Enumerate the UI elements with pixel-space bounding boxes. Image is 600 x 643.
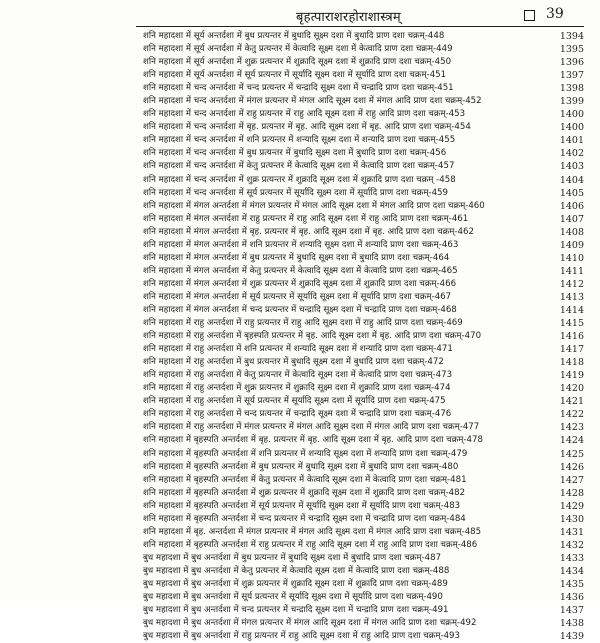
square-ornament-icon [524, 10, 535, 21]
entry-page-number: 1399 [559, 96, 584, 108]
contents-entry [0, 382, 600, 395]
entry-title: शनि महादशा में चन्द अन्तर्दशा में केतु प्रत्यन्तर में केत्वादि सूक्ष्म दशा में केत्वादि प्राण दशा चक्रम्-457 [143, 161, 455, 172]
contents-entry [0, 69, 600, 82]
entry-page-number: 1420 [559, 383, 584, 395]
entry-title: शनि महादशा में चन्द अन्तर्दशा में बृह. प्रत्यन्तर में बृह. आदि सूक्ष्म दशा में बृह. आदि प्राण दशा चक्रम्-454 [143, 122, 471, 133]
contents-entry [0, 200, 600, 213]
contents-entry [0, 252, 600, 265]
entry-title: शनि महादशा में मंगल अन्तर्दशा में बृह. प्रत्यन्तर में बृह. आदि सूक्ष्म दशा में बृह. आदि प्राण दशा चक्रम्-462 [143, 226, 474, 237]
entry-page-number: 1430 [559, 513, 584, 525]
page-number: 39 [546, 6, 564, 22]
contents-entry [0, 213, 600, 226]
contents-entry [0, 304, 600, 317]
contents-entry [0, 513, 600, 526]
entry-title: शनि महादशा में चन्द अन्तर्दशा में शनि प्रत्यन्तर में शन्यादि सूक्ष्म दशा में शन्यादि प्राण दशा चक्रम्-455 [143, 135, 456, 146]
entry-page-number: 1423 [559, 422, 584, 434]
contents-entry [0, 552, 600, 565]
contents-entry [0, 500, 600, 513]
contents-entry [0, 565, 600, 578]
entry-page-number: 1432 [559, 539, 584, 551]
running-title: बृहत्पाराशरहोराशास्त्रम् [296, 10, 401, 25]
contents-entry [0, 434, 600, 447]
contents-entry [0, 134, 600, 147]
entry-title: शनि महादशा में बृहस्पति अन्तर्दशा में सूर्य प्रत्यन्तर में सूर्यादि सूक्ष्म दशा में सूर्यादि प्राण दशा चक्रम्-483 [143, 500, 461, 511]
entry-page-number: 1419 [559, 370, 584, 382]
entry-title: बुध महादशा में बुध अन्तर्दशा में केतु प्रत्यन्तर में केत्वादि सूक्ष्म दशा में केत्वादि प्राण दशा चक्रम्-488 [143, 565, 450, 576]
entry-page-number: 1405 [559, 187, 584, 199]
entry-page-number: 1424 [559, 435, 584, 447]
entry-title: शनि महादशा में मंगल अन्तर्दशा में शनि प्रत्यन्तर में शन्यादि सूक्ष्म दशा में शन्यादि प्राण दशा चक्रम्-463 [143, 239, 459, 250]
contents-entry [0, 395, 600, 408]
contents-entry [0, 30, 600, 43]
entry-title: बुध महादशा में बुध अन्तर्दशा में मंगल प्रत्यन्तर में मंगल आदि सूक्ष्म दशा में मंगल आदि प्राण दशा चक्रम्-492 [143, 618, 477, 629]
entry-title: शनि महादशा में राहु अन्तर्दशा में सूर्य प्रत्यन्तर में सूर्यादि सूक्ष्म दशा में सूर्यादि प्राण दशा चक्रम्-475 [143, 396, 446, 407]
entry-page-number: 1408 [559, 226, 584, 238]
contents-entry [0, 461, 600, 474]
contents-entry [0, 487, 600, 500]
contents-entry [0, 291, 600, 304]
entry-page-number: 1407 [559, 213, 584, 225]
entry-page-number: 1401 [559, 135, 584, 147]
contents-entry [0, 369, 600, 382]
entry-page-number: 1413 [559, 291, 584, 303]
entry-page-number: 1406 [559, 200, 584, 212]
contents-entry [0, 630, 600, 643]
entry-title: शनि महादशा में मंगल अन्तर्दशा में राहु प्रत्यन्तर में राहु आदि सूक्ष्म दशा में राहु आदि प्राण दशा चक्रम्-461 [143, 213, 469, 224]
contents-entry [0, 526, 600, 539]
contents-entry [0, 56, 600, 69]
entry-title: शनि महादशा में राहु अन्तर्दशा में चन्द प्रत्यन्तर में चन्द्रादि सूक्ष्म दशा में चन्द्रादि प्राण दशा चक्रम्-476 [143, 409, 452, 420]
entry-title: शनि महादशा में बृह. अन्तर्दशा में मंगल प्रत्यन्तर में मंगल आदि सूक्ष्म दशा में मंगल आदि प्राण दशा चक्रम्-485 [143, 526, 482, 537]
entry-title: शनि महादशा में चन्द अन्तर्दशा में राहु प्रत्यन्तर में राहु आदि सूक्ष्म दशा में राहु आदि प्राण दशा चक्रम्-453 [143, 109, 466, 120]
entry-title: शनि महादशा में मंगल अन्तर्दशा में मंगल प्रत्यन्तर में मंगल आदि सूक्ष्म दशा में मंगल आदि प्राण दशा चक्रम्-460 [143, 200, 485, 211]
entry-page-number: 1395 [559, 44, 584, 56]
entry-page-number: 1431 [559, 526, 584, 538]
contents-entry [0, 239, 600, 252]
contents-entry [0, 617, 600, 630]
entry-page-number: 1400 [559, 109, 584, 121]
entry-title: शनि महादशा में बृहस्पति अन्तर्दशा में बुध प्रत्यन्तर में बुधादि सूक्ष्म दशा में बुधादि प्राण दशा चक्रम्-480 [143, 461, 459, 472]
entry-page-number: 1426 [559, 461, 584, 473]
entry-page-number: 1416 [559, 331, 584, 343]
entry-page-number: 1417 [559, 344, 584, 356]
entry-title: शनि महादशा में चन्द अन्तर्दशा में चन्द प्रत्यन्तर में चन्द्रादि सूक्ष्म दशा में चन्द्रादि प्राण दशा चक्रम्-451 [143, 83, 454, 94]
contents-entry [0, 343, 600, 356]
entry-title: शनि महादशा में राहु अन्तर्दशा में शुक्र प्रत्यन्तर में शुक्रादि सूक्ष्म दशा में शुक्रादि प्राण दशा चक्रम्-474 [143, 383, 451, 394]
entry-title: शनि महादशा में राहु अन्तर्दशा में मंगल प्रत्यन्तर में मंगल आदि सूक्ष्म दशा में मंगल आदि प्राण दशा चक्रम्-477 [143, 422, 480, 433]
entry-title: शनि महादशा में सूर्य अन्तर्दशा में शुक्र प्रत्यन्तर में शुक्रादि सूक्ष्म दशा में शुक्रादि प्राण दशा चक्रम्-450 [143, 57, 452, 68]
entry-title: बुध महादशा में बुध अन्तर्दशा में बुध प्रत्यन्तर में बुधादि सूक्ष्म दशा में बुधादि प्राण दशा चक्रम्-487 [143, 552, 442, 563]
entry-title: बुध महादशा में बुध अन्तर्दशा में सूर्य प्रत्यन्तर में सूर्यादि सूक्ष्म दशा में सूर्यादि प्राण दशा चक्रम्-490 [143, 592, 443, 603]
entry-page-number: 1438 [559, 618, 584, 630]
contents-entry [0, 578, 600, 591]
contents-entry [0, 82, 600, 95]
contents-entry [0, 160, 600, 173]
entry-page-number: 1418 [559, 357, 584, 369]
contents-entry [0, 474, 600, 487]
contents-entry [0, 317, 600, 330]
contents-entry [0, 421, 600, 434]
entry-title: शनि महादशा में चन्द अन्तर्दशा में शुक्र प्रत्यन्तर में शुक्रादि सूक्ष्म दशा में शुक्रादि प्राण दशा चक्रम् -458 [143, 174, 456, 185]
entry-title: शनि महादशा में राहु अन्तर्दशा में राहु प्रत्यन्तर में राहु आदि सूक्ष्म दशा में राहु आदि प्राण दशा चक्रम्-469 [143, 318, 463, 329]
entry-page-number: 1414 [559, 304, 584, 316]
entry-page-number: 1404 [559, 174, 584, 186]
contents-entry [0, 174, 600, 187]
entry-title: शनि महादशा में बृहस्पति अन्तर्दशा में राहु प्रत्यन्तर में राहु आदि सूक्ष्म दशा में राहु आदि प्राण दशा चक्रम्-486 [143, 539, 478, 550]
contents-entry [0, 604, 600, 617]
entry-page-number: 1403 [559, 161, 584, 173]
entry-page-number: 1415 [559, 318, 584, 330]
contents-entry [0, 108, 600, 121]
contents-entry [0, 408, 600, 421]
contents-entry [0, 591, 600, 604]
entry-page-number: 1427 [559, 474, 584, 486]
contents-entry [0, 448, 600, 461]
entry-title: शनि महादशा में बृहस्पति अन्तर्दशा में बृह. प्रत्यन्तर में बृह. आदि सूक्ष्म दशा में बृह. आदि प्राण दशा चक्रम्-478 [143, 435, 483, 446]
entry-page-number: 1434 [559, 565, 584, 577]
page-header [0, 4, 600, 24]
entry-title: बुध महादशा में बुध अन्तर्दशा में शुक्र प्रत्यन्तर में शुक्रादि सूक्ष्म दशा में शुक्रादि प्राण दशा चक्रम्-489 [143, 578, 448, 589]
entry-title: बुध महादशा में बुध अन्तर्दशा में राहु प्रत्यन्तर में राहु आदि सूक्ष्म दशा में राहु आदि प्राण दशा चक्रम्-493 [143, 631, 460, 642]
entry-page-number: 1425 [559, 448, 584, 460]
entry-page-number: 1428 [559, 487, 584, 499]
entry-page-number: 1410 [559, 252, 584, 264]
entry-title: शनि महादशा में बृहस्पति अन्तर्दशा में चन्द प्रत्यन्तर में चन्द्रादि सूक्ष्म दशा में चन्द्रादि प्राण दशा चक्रम्-484 [143, 513, 466, 524]
entry-page-number: 1422 [559, 409, 584, 421]
entry-page-number: 1439 [559, 631, 584, 643]
contents-entry [0, 187, 600, 200]
entry-title: शनि महादशा में मंगल अन्तर्दशा में चन्द प्रत्यन्तर में चन्द्रादि सूक्ष्म दशा में चन्द्रादि प्राण दशा चक्रम्-468 [143, 304, 457, 315]
contents-entry [0, 265, 600, 278]
contents-entry [0, 43, 600, 56]
entry-page-number: 1398 [559, 83, 584, 95]
entry-title: शनि महादशा में सूर्य अन्तर्दशा में केतु प्रत्यन्तर में केत्वादि सूक्ष्म दशा में केत्वादि प्राण दशा चक्रम्-449 [143, 44, 453, 55]
entry-page-number: 1435 [559, 578, 584, 590]
contents-entry [0, 226, 600, 239]
entry-title: शनि महादशा में बृहस्पति अन्तर्दशा में केतु प्रत्यन्तर में केत्वादि सूक्ष्म दशा में केत्वादि प्राण दशा चक्रम्-481 [143, 474, 467, 485]
contents-entry [0, 121, 600, 134]
header-rule [136, 26, 584, 27]
entry-title: शनि महादशा में मंगल अन्तर्दशा में सूर्य प्रत्यन्तर में सूर्यादि सूक्ष्म दशा में सूर्यादि प्राण दशा चक्रम्-467 [143, 291, 452, 302]
entry-title: बुध महादशा में बुध अन्तर्दशा में चन्द प्रत्यन्तर में चन्द्रादि सूक्ष्म दशा में चन्द्रादि प्राण दशा चक्रम्-491 [143, 605, 449, 616]
entry-title: शनि महादशा में मंगल अन्तर्दशा में शुक्र प्रत्यन्तर में शुक्रादि सूक्ष्म दशा में शुक्रादि प्राण दशा चक्रम्-466 [143, 278, 457, 289]
entry-title: शनि महादशा में सूर्य अन्तर्दशा में बुध प्रत्यन्तर में बुधादि सूक्ष्म दशा में बुधादि प्राण दशा चक्रम्-448 [143, 31, 445, 41]
entry-title: शनि महादशा में चन्द अन्तर्दशा में बुध प्रत्यन्तर में बुधादि सूक्ष्म दशा में बुधादि प्राण दशा चक्रम्-456 [143, 148, 447, 159]
entry-title: शनि महादशा में मंगल अन्तर्दशा में केतु प्रत्यन्तर में केत्वादि सूक्ष्म दशा में केत्वादि प्राण दशा चक्रम्-465 [143, 265, 458, 276]
entry-title: शनि महादशा में बृहस्पति अन्तर्दशा में शुक्र प्रत्यन्तर में शुक्रादि सूक्ष्म दशा में शुक्रादि प्राण दशा चक्रम्-482 [143, 487, 466, 498]
entry-title: शनि महादशा में सूर्य अन्तर्दशा में सूर्य प्रत्यन्तर में सूर्यादि सूक्ष्म दशा में सूर्यादि प्राण दशा चक्रम्-451 [143, 70, 447, 81]
entry-page-number: 1437 [559, 605, 584, 617]
contents-list [0, 30, 600, 643]
entry-title: शनि महादशा में बृहस्पति अन्तर्दशा में शनि प्रत्यन्तर में शन्यादि सूक्ष्म दशा में शन्यादि प्राण दशा चक्रम्-479 [143, 448, 468, 459]
entry-page-number: 1429 [559, 500, 584, 512]
entry-title: शनि महादशा में मंगल अन्तर्दशा में बुध प्रत्यन्तर में बुधादि सूक्ष्म दशा में बुधादि प्राण दशा चक्रम्-464 [143, 252, 450, 263]
entry-title: शनि महादशा में चन्द अन्तर्दशा में मंगल प्रत्यन्तर में मंगल आदि सूक्ष्म दशा में मंगल आदि प्राण दशा चक्रम्-452 [143, 96, 482, 107]
entry-page-number: 1436 [559, 592, 584, 604]
contents-entry [0, 95, 600, 108]
entry-title: शनि महादशा में राहु अन्तर्दशा में केतु प्रत्यन्तर में केत्वादि सूक्ष्म दशा में केत्वादि प्राण दशा चक्रम्-473 [143, 370, 453, 381]
entry-page-number: 1400 [559, 122, 584, 134]
entry-page-number: 1397 [559, 70, 584, 82]
entry-page-number: 1433 [559, 552, 584, 564]
entry-page-number: 1402 [559, 148, 584, 160]
contents-entry [0, 539, 600, 552]
contents-entry [0, 278, 600, 291]
contents-entry [0, 330, 600, 343]
entry-page-number: 1411 [559, 265, 584, 277]
entry-title: शनि महादशा में राहु अन्तर्दशा में शनि प्रत्यन्तर में शन्यादि सूक्ष्म दशा में शन्यादि प्राण दशा चक्रम्-471 [143, 344, 453, 355]
entry-title: शनि महादशा में राहु अन्तर्दशा में बृहस्पति प्रत्यन्तर में बृह. आदि सूक्ष्म दशा में बृह. आदि प्राण दशा चक्रम्-470 [143, 331, 482, 342]
entry-title: शनि महादशा में चन्द अन्तर्दशा में सूर्य प्रत्यन्तर में सूर्यादि सूक्ष्म दशा में सूर्यादि प्राण दशा चक्रम्-459 [143, 187, 448, 198]
contents-entry [0, 356, 600, 369]
entry-page-number: 1396 [559, 57, 584, 69]
entry-page-number: 1421 [559, 396, 584, 408]
entry-page-number: 1409 [559, 239, 584, 251]
entry-page-number: 1394 [559, 31, 584, 42]
entry-title: शनि महादशा में राहु अन्तर्दशा में बुध प्रत्यन्तर में बुधादि सूक्ष्म दशा में बुधादि प्राण दशा चक्रम्-472 [143, 357, 444, 368]
contents-entry [0, 147, 600, 160]
entry-page-number: 1412 [559, 278, 584, 290]
